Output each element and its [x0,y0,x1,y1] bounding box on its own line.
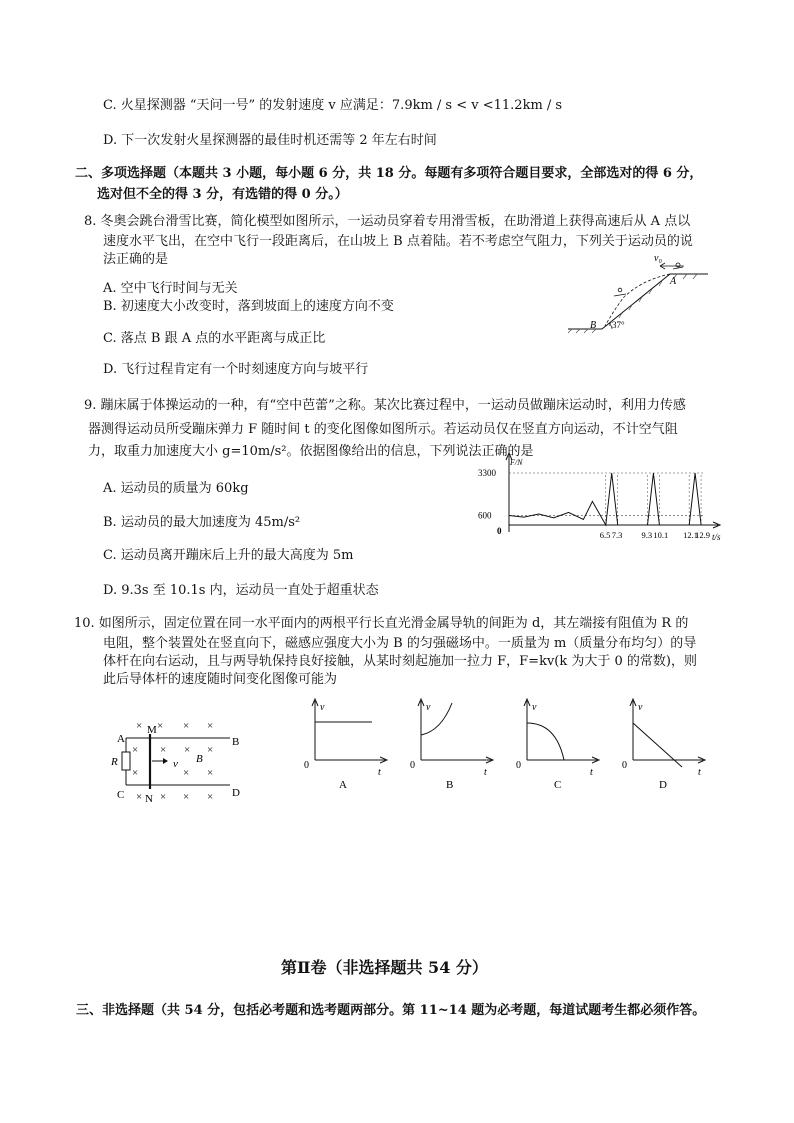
graph-d-label: D [659,779,667,791]
graph-option-a [300,695,390,795]
q10-stem-line2: 电阻，整个装置处在竖直向下，磁感应强度大小为 B 的匀强磁场中。一质量为 m（质量分布均匀）的导 [103,636,697,651]
svg-text:0: 0 [304,760,309,771]
svg-text:×: × [132,744,139,756]
svg-text:×: × [183,791,190,803]
q8-stem-line2: 速度水平飞出，在空中飞行一段距离后，在山坡上 B 点着陆。若不考虑空气阻力，下列关于运动员的说 [103,234,693,249]
q8-option-c: C. 落点 B 跟 A 点的水平距离与成正比 [103,331,326,346]
svg-text:v: v [638,702,643,713]
graph-c-label: C [554,779,562,791]
q8-option-a: A. 空中飞行时间与无关 [103,281,238,296]
q8-stem-line1: 8. 冬奥会跳台滑雪比赛，简化模型如图所示，一运动员穿着专用滑雪板，在助滑道上获得高速后从 A 点以 [84,214,691,229]
q8-option-d: D. 飞行过程肯定有一个时刻速度方向与坡平行 [103,362,369,377]
q7-option-d: D. 下一次发射火星探测器的最佳时机还需等 2 年左右时间 [103,133,437,148]
x-tick-label: 10.1 [653,530,669,540]
q9-option-b: B. 运动员的最大加速度为 45m/s² [103,515,301,530]
svg-text:×: × [160,744,167,756]
graph-option-c [512,695,602,795]
part2-title: 第Ⅱ卷（非选择题共 54 分） [281,958,488,977]
svg-text:×: × [207,720,214,732]
q9-option-d: D. 9.3s 至 10.1s 内，运动员一直处于超重状态 [103,583,379,598]
svg-text:t: t [698,767,701,778]
ski-jump-figure [562,252,712,334]
point-a-label: A [670,276,677,287]
section2-heading-line1: 二、多项选择题（本题共 3 小题，每小题 6 分，共 18 分。每题有多项符合题目要求，全部选对的得 6 分， [75,166,703,181]
svg-text:0: 0 [622,760,627,771]
q9-stem-line3: 力，取重力加速度大小 g=10m/s²。依据图像给出的信息，下列说法正确的是 [88,444,534,459]
y-tick-label: 3300 [478,468,496,478]
x-tick-label: 7.3 [611,530,623,540]
velocity-label: v [173,758,178,770]
q10-stem-line4: 此后导体杆的速度随时间变化图像可能为 [103,672,338,687]
q8-option-b: B. 初速度大小改变时，落到坡面上的速度方向不变 [103,299,394,314]
svg-text:×: × [132,767,139,779]
rod-label-m: M [147,724,157,736]
q7-option-c: C. 火星探测器 “天问一号” 的发射速度 v 应满足：7.9km / s < v <11.2km / s [103,98,563,113]
point-b-label: B [590,320,597,331]
svg-text:×: × [207,767,214,779]
graph-b-label: B [446,779,454,791]
rail-label-c: C [117,789,125,801]
y-tick-label: 600 [478,510,492,521]
svg-text:×: × [157,720,164,732]
chart-series-line [509,473,701,525]
q10-stem-line3: 体杆在向右运动，且与两导轨保持良好接触，从某时刻起施加一拉力 F，F=kv(k 为大于 0 的常数)，则 [103,654,697,669]
svg-text:×: × [160,791,167,803]
v0-label: v₀ [654,253,662,264]
q10-stem-line1: 10. 如图所示，固定位置在同一水平面内的两根平行长直光滑金属导轨的间距为 d，其左端接有阻值为 R 的 [74,616,689,631]
resistor-label: R [111,756,118,768]
svg-text:×: × [207,791,214,803]
rail-label-a: A [117,733,125,745]
x-tick-label: 6.5 [599,530,611,540]
field-label: B [196,753,203,765]
chart-ylabel: F/N [510,458,523,467]
rail-label-b: B [232,736,240,748]
q9-option-c: C. 运动员离开蹦床后上升的最大高度为 5m [103,548,354,563]
section2-heading-line2: 选对但不全的得 3 分，有选错的得 0 分。） [97,187,348,202]
svg-text:0: 0 [516,760,521,771]
graph-option-b [406,695,496,795]
svg-text:t: t [590,767,593,778]
svg-text:t: t [484,767,487,778]
svg-text:v: v [426,702,431,713]
x-tick-label: 12.1 [683,530,699,540]
section3-heading: 三、非选择题（共 54 分，包括必考题和选考题两部分。第 11~14 题为必考题，每道试题考生都必须作答。 [76,1003,706,1018]
rail-label-d: D [232,787,240,799]
graph-a-label: A [339,779,347,791]
chart-origin: 0 [497,526,502,536]
svg-text:×: × [183,720,190,732]
q9-stem-line1: 9. 蹦床属于体操运动的一种，有“空中芭蕾”之称。某次比赛过程中，一运动员做蹦床运动时，利用力传感 [84,398,686,413]
rod-label-n: N [145,793,153,805]
rail-circuit-figure [110,712,245,807]
svg-text:v: v [320,702,325,713]
x-tick-label: 9.3 [641,530,653,540]
svg-text:0: 0 [410,760,415,771]
svg-text:×: × [136,720,143,732]
svg-text:v: v [532,702,537,713]
q9-option-a: A. 运动员的质量为 60kg [103,481,249,496]
angle-label: 37° [612,320,625,330]
svg-text:×: × [136,791,143,803]
q8-stem-line3: 法正确的是 [103,252,169,267]
chart-xlabel: t/s [712,532,721,542]
x-tick-label: 12.9 [695,530,710,540]
q9-stem-line2: 器测得运动员所受蹦床弹力 F 随时间 t 的变化图像如图所示。若运动员仅在竖直方向运动，不计空气阻 [88,422,678,437]
svg-text:×: × [184,744,191,756]
svg-text:t: t [378,767,381,778]
svg-text:×: × [207,744,214,756]
svg-text:×: × [183,767,190,779]
graph-option-d [618,695,713,795]
force-time-chart [470,448,730,544]
